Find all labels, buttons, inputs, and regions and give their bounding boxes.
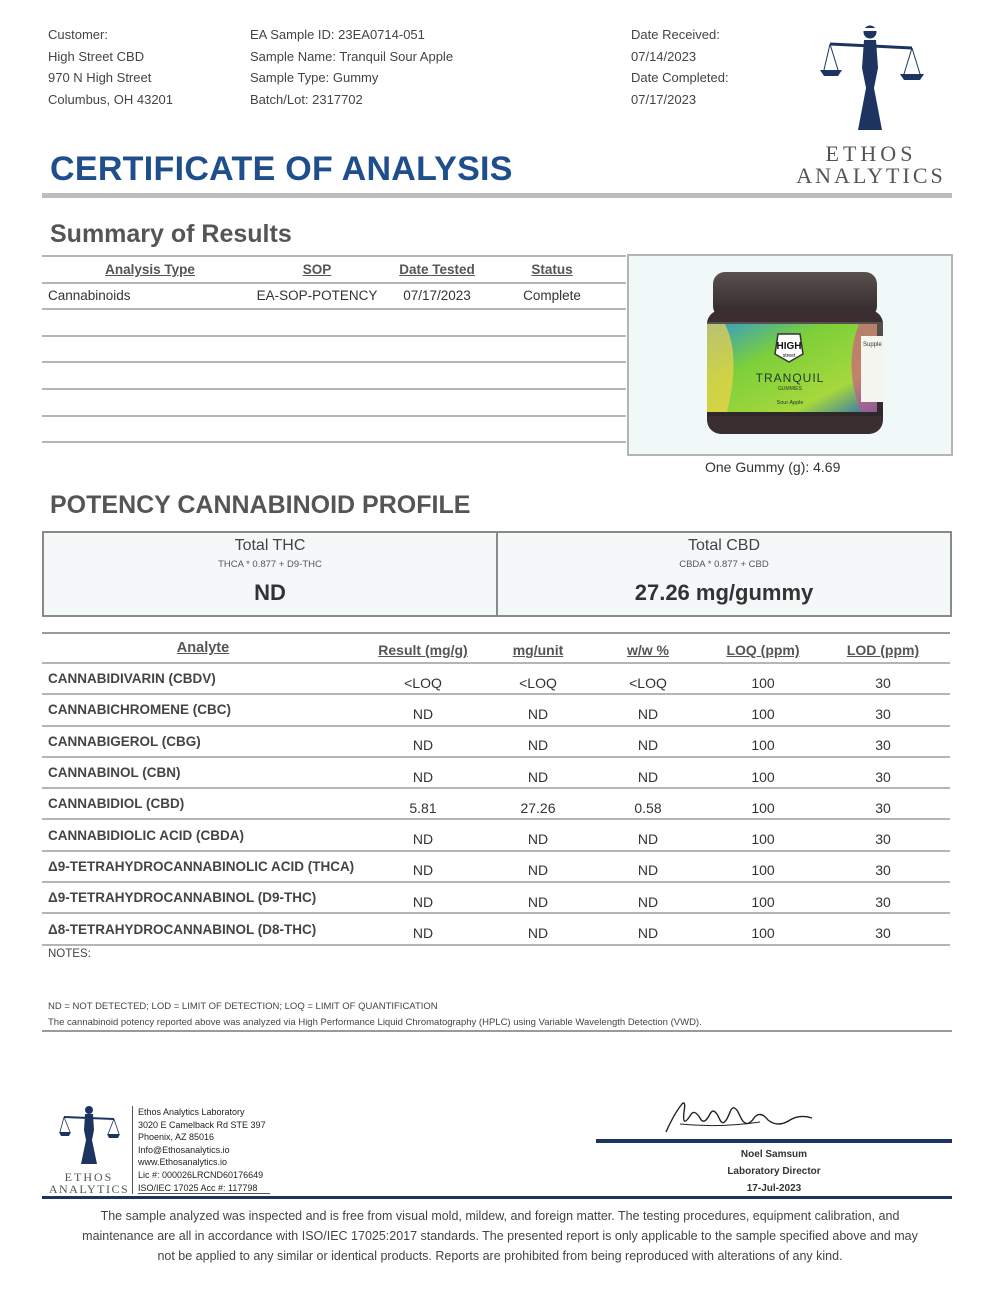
summary-header-row — [42, 257, 626, 284]
analyte-result: ND — [412, 925, 434, 942]
lab-line: Lic #: 000026LRCND60176649 — [138, 1169, 264, 1180]
header-result: Result (mg/g) — [378, 642, 468, 658]
header-mg-unit: mg/unit — [512, 642, 564, 658]
table-row — [42, 664, 950, 695]
analyte-loq: 100 — [751, 768, 775, 785]
analyte-name: Δ9-TETRAHYDROCANNABINOLIC ACID (THCA) — [48, 858, 355, 874]
lab-line: Ethos Analytics Laboratory — [138, 1107, 245, 1117]
analyte-lod: 30 — [875, 674, 891, 691]
lab-line: ISO/IEC 17025 Acc #: 117798 — [138, 1182, 258, 1193]
analyte-name: CANNABICHROMENE (CBC) — [48, 702, 231, 718]
lady-justice-icon — [790, 18, 952, 136]
potency-title: POTENCY CANNABINOID PROFILE — [50, 491, 471, 519]
summary-empty-row — [42, 310, 626, 337]
analyte-loq: 100 — [751, 925, 775, 942]
footer-logo-divider — [132, 1106, 133, 1194]
analyte-name: CANNABIDIVARIN (CBDV) — [48, 671, 216, 687]
jar-flavor: Sour Apple — [776, 400, 804, 406]
signature-rule — [596, 1139, 952, 1143]
customer-street: 970 N High Street — [48, 70, 152, 85]
summary-empty-row — [42, 363, 626, 390]
analyte-loq: 100 — [751, 862, 775, 879]
sample-name: Sample Name: Tranquil Sour Apple — [250, 48, 454, 64]
signature-image — [660, 1094, 820, 1140]
page-title: CERTIFICATE OF ANALYSIS — [50, 150, 513, 188]
date-received: 07/14/2023 — [631, 48, 697, 64]
lab-line: Info@Ethosanalytics.io — [138, 1144, 230, 1155]
gummy-jar-image — [629, 256, 951, 454]
lab-address — [138, 1106, 266, 1194]
footer-logo-line2: ANALYTICS — [48, 1182, 130, 1196]
analyte-name: CANNABIDIOL (CBD) — [48, 796, 185, 812]
summary-header-status: Status — [531, 261, 573, 277]
analyte-result: ND — [412, 862, 434, 879]
total-cbd-label: Total CBD — [687, 537, 761, 554]
analyte-loq: 100 — [751, 737, 775, 754]
analyte-loq: 100 — [751, 893, 775, 910]
summary-row — [42, 284, 626, 311]
legend-line-1: ND = NOT DETECTED; LOD = LIMIT OF DETECTION; LOQ = LIMIT OF QUANTIFICATION — [48, 1001, 438, 1012]
sample-block — [250, 24, 453, 110]
table-row — [42, 758, 950, 789]
analyte-lod: 30 — [875, 925, 891, 942]
lab-underline — [138, 1193, 270, 1194]
analyte-loq: 100 — [751, 674, 775, 691]
summary-cell-sop: EA-SOP-POTENCY — [256, 288, 378, 304]
title-divider — [42, 193, 952, 198]
analyte-header-row — [42, 634, 950, 664]
header-lod: LOD (ppm) — [846, 642, 920, 658]
analyte-name: CANNABIDIOLIC ACID (CBDA) — [48, 827, 244, 843]
table-row — [42, 695, 950, 726]
jar-side-label: Supple — [863, 342, 882, 348]
jar-product-sub: GUMMIES — [778, 386, 802, 392]
analyte-mg-unit: ND — [527, 705, 549, 722]
dates-block — [631, 24, 729, 110]
analyte-loq: 100 — [751, 799, 775, 816]
table-row — [42, 727, 950, 758]
analyte-lod: 30 — [875, 893, 891, 910]
date-completed-label: Date Completed: — [631, 70, 729, 85]
analyte-lod: 30 — [875, 705, 891, 722]
lady-justice-icon — [44, 1102, 134, 1166]
signer-role: Laboratory Director — [727, 1166, 821, 1177]
signer-name: Noel Samsum — [740, 1149, 808, 1160]
total-cbd-value: 27.26 mg/gummy — [634, 580, 814, 605]
customer-city: Columbus, OH 43201 — [48, 91, 174, 107]
potency-summary-box — [42, 531, 952, 617]
analyte-result: ND — [412, 768, 434, 785]
analyte-ww: <LOQ — [629, 674, 667, 691]
analyte-mg-unit: ND — [527, 925, 549, 942]
signature-date: 17-Jul-2023 — [746, 1183, 802, 1194]
logo-line1: ETHOS — [825, 141, 917, 166]
lab-line: Phoenix, AZ 85016 — [138, 1132, 215, 1143]
analyte-mg-unit: 27.26 — [520, 799, 556, 816]
table-row — [42, 852, 950, 883]
summary-table — [42, 255, 626, 468]
signature-block — [596, 1146, 952, 1197]
legend-line-2: The cannabinoid potency reported above was analyzed via High Performance Liquid Chromatography (HPLC) using Variable Wavelength Detection (VWD). — [48, 1017, 702, 1028]
analyte-lod: 30 — [875, 862, 891, 879]
footer-logo-line1: ETHOS — [64, 1170, 114, 1184]
date-completed: 07/17/2023 — [631, 91, 697, 107]
analyte-mg-unit: ND — [527, 768, 549, 785]
legend-divider — [42, 1030, 952, 1032]
summary-header-analysis: Analysis Type — [105, 261, 195, 277]
analyte-name: CANNABINOL (CBN) — [48, 765, 181, 781]
analyte-lod: 30 — [875, 831, 891, 848]
notes-label: NOTES: — [48, 948, 91, 960]
disclaimer — [40, 1206, 960, 1266]
total-cbd-formula: CBDA * 0.877 + CBD — [679, 559, 769, 570]
analyte-result: ND — [412, 831, 434, 848]
analyte-loq: 100 — [751, 831, 775, 848]
summary-header-date: Date Tested — [399, 261, 475, 277]
customer-block — [48, 24, 173, 110]
analyte-name: Δ9-TETRAHYDROCANNABINOL (D9-THC) — [48, 890, 317, 906]
table-row — [42, 914, 950, 945]
summary-cell-date: 07/17/2023 — [403, 288, 471, 304]
analyte-mg-unit: <LOQ — [519, 674, 557, 691]
sample-id: EA Sample ID: 23EA0714-051 — [250, 27, 425, 42]
total-thc-cell — [44, 533, 496, 615]
analyte-ww: ND — [637, 768, 659, 785]
total-cbd-cell — [496, 533, 950, 615]
disclaimer-line: not be applied to any similar or identical products. Reports are prohibited from being reproduced with alterations of any kind. — [157, 1249, 843, 1263]
table-row — [42, 789, 950, 820]
table-row — [42, 820, 950, 851]
lab-line: 3020 E Camelback Rd STE 397 — [138, 1119, 266, 1130]
product-image-box — [627, 254, 953, 456]
analyte-mg-unit: ND — [527, 737, 549, 754]
analyte-ww: 0.58 — [634, 799, 662, 816]
summary-empty-row — [42, 337, 626, 364]
analyte-ww: ND — [637, 831, 659, 848]
logo-line2: ANALYTICS — [796, 163, 946, 188]
analyte-ww: ND — [637, 737, 659, 754]
total-thc-formula: THCA * 0.877 + D9-THC — [218, 559, 322, 570]
analyte-ww: ND — [637, 862, 659, 879]
analyte-mg-unit: ND — [527, 862, 549, 879]
analyte-name: CANNABIGEROL (CBG) — [48, 733, 201, 749]
analyte-ww: ND — [637, 925, 659, 942]
analyte-lod: 30 — [875, 799, 891, 816]
jar-brand-sub: street — [782, 353, 796, 359]
analyte-lod: 30 — [875, 737, 891, 754]
header-loq: LOQ (ppm) — [726, 642, 800, 658]
ethos-logo — [790, 18, 952, 188]
analyte-result: <LOQ — [404, 674, 442, 691]
analyte-result: ND — [412, 705, 434, 722]
analyte-ww: ND — [637, 705, 659, 722]
header-analyte: Analyte — [176, 640, 230, 656]
footer-rule — [42, 1196, 952, 1199]
date-received-label: Date Received: — [631, 27, 720, 42]
total-thc-value: ND — [254, 580, 286, 605]
disclaimer-line: The sample analyzed was inspected and is free from visual mold, mildew, and foreign matter. The testing procedures, equipment calibration, and — [100, 1209, 900, 1223]
summary-header-sop: SOP — [302, 261, 332, 277]
disclaimer-line: maintenance are all in accordance with ISO/IEC 17025:2017 standards. The presented report is only applicable to the sample specified above and may — [82, 1229, 918, 1243]
analyte-result: ND — [412, 737, 434, 754]
lab-line: www.Ethosanalytics.io — [138, 1157, 228, 1168]
table-row — [42, 883, 950, 914]
analyte-mg-unit: ND — [527, 831, 549, 848]
customer-label: Customer: — [48, 27, 108, 42]
footer-logo — [44, 1102, 134, 1194]
analyte-mg-unit: ND — [527, 893, 549, 910]
analyte-result: ND — [412, 893, 434, 910]
analyte-name: Δ8-TETRAHYDROCANNABINOL (D8-THC) — [48, 921, 317, 937]
analyte-ww: ND — [637, 893, 659, 910]
summary-empty-row — [42, 443, 626, 468]
analyte-result: 5.81 — [409, 799, 437, 816]
summary-empty-row — [42, 417, 626, 444]
jar-brand: HIGH — [776, 341, 802, 352]
sample-batch: Batch/Lot: 2317702 — [250, 91, 363, 107]
jar-product: TRANQUIL — [755, 371, 825, 385]
sample-type: Sample Type: Gummy — [250, 70, 379, 85]
header-ww: w/w % — [626, 642, 669, 658]
summary-empty-row — [42, 390, 626, 417]
gummy-weight: One Gummy (g): 4.69 — [705, 459, 841, 475]
analyte-lod: 30 — [875, 768, 891, 785]
customer-name: High Street CBD — [48, 48, 145, 64]
legend-text — [48, 999, 702, 1031]
analyte-loq: 100 — [751, 705, 775, 722]
summary-cell-status: Complete — [523, 288, 581, 304]
total-thc-label: Total THC — [234, 537, 306, 554]
analyte-table — [42, 632, 950, 946]
summary-title: Summary of Results — [50, 220, 292, 248]
summary-cell-type: Cannabinoids — [48, 288, 131, 304]
